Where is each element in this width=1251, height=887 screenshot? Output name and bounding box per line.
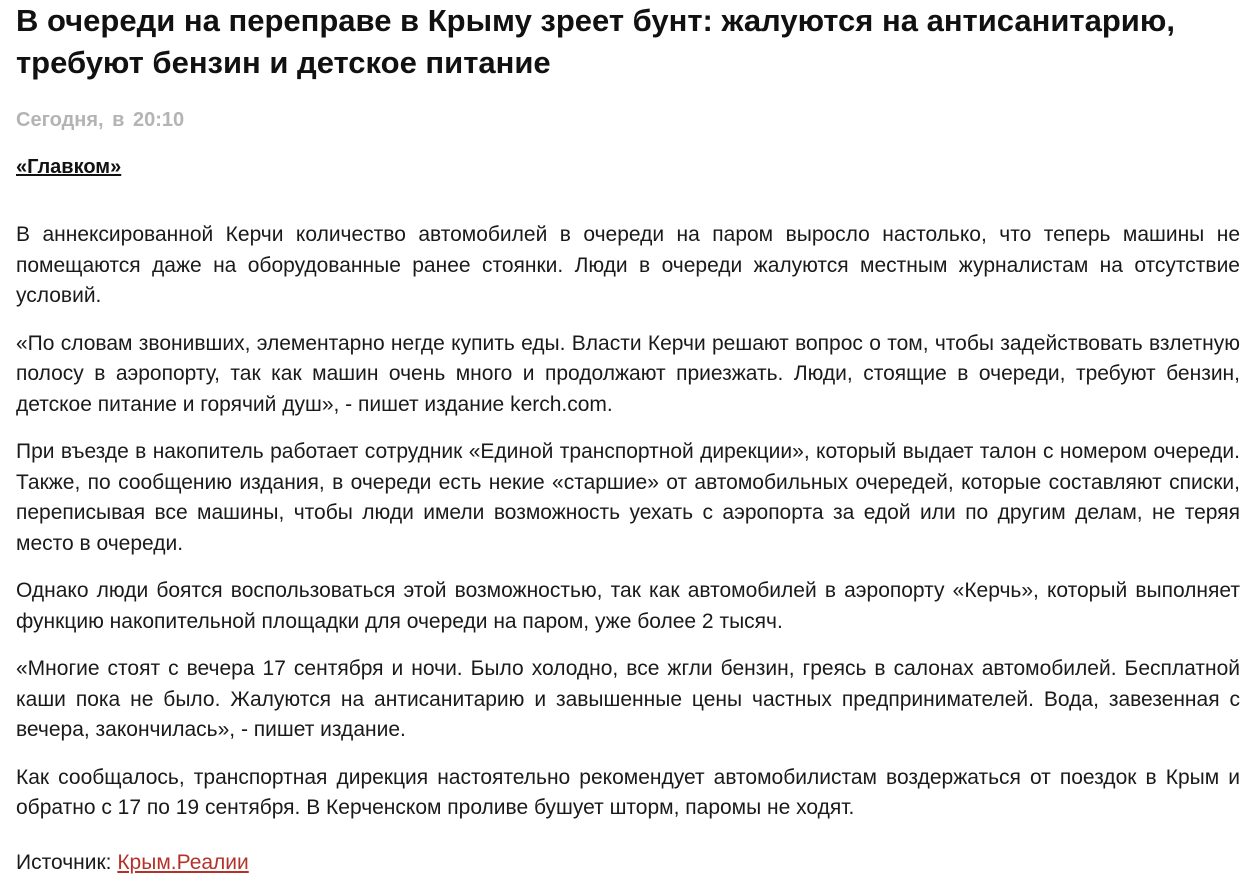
paragraph-6: Как сообщалось, транспортная дирекция настоятельно рекомендует автомобилистам воздержаться от поездок в Крым и обратно с 17 по 19 сентября. В Керченском проливе бушует шторм, паромы не ходят.	[16, 765, 1240, 819]
source-label: Источник:	[16, 851, 112, 874]
paragraph-2: «По словам звонивших, элементарно негде купить еды. Власти Керчи решают вопрос о том, чтобы задействовать взлетную полосу в аэропорту, так как машин очень много и продолжают приезжать. Люди, стоящие в очереди, требуют бензин, детское питание и горячий душ», - пишет издание kerch.com.	[16, 331, 1240, 416]
source-link[interactable]: Крым.Реалии	[117, 851, 249, 874]
paragraph-3: При въезде в накопитель работает сотрудник «Единой транспортной дирекции», который выдает талон с номером очереди. Также, по сообщению издания, в очереди есть некие «старшие» от автомобильных очередей, которые составляют списки, переписывая все машины, чтобы люди имели возможность уехать с аэропорта за едой или по другим делам, не теряя место в очереди.	[16, 440, 1240, 555]
paragraph-5: «Многие стоят с вечера 17 сентября и ночи. Было холодно, все жгли бензин, греясь в салонах автомобилей. Бесплатной каши пока не было. Жалуются на антисанитарию и завышенные цены частных предпринимателей. Вода, завезенная с вечера, закончилась», - пишет издание.	[16, 657, 1240, 741]
publisher-link[interactable]: «Главком»	[16, 156, 122, 178]
article	[16, 0, 1240, 874]
paragraph-1: В аннексированной Керчи количество автомобилей в очереди на паром выросло настолько, что теперь машины не помещаются даже на оборудованные ранее стоянки. Люди в очереди жалуются местным журналистам на отсутствие условий.	[16, 223, 1240, 307]
source-line	[16, 851, 249, 875]
article-body	[16, 220, 1240, 841]
article-date: Сегодня, в 20:10	[16, 109, 185, 131]
paragraph-4: Однако люди боятся воспользоваться этой возможностью, так как автомобилей в аэропорту «Керчь», который выполняет функцию накопительной площадки для очереди на паром, уже более 2 тысяч.	[16, 579, 1240, 633]
article-title: В очереди на переправе в Крыму зреет бунт: жалуются на антисанитарию, требуют бензин и детское питание	[16, 3, 1175, 80]
